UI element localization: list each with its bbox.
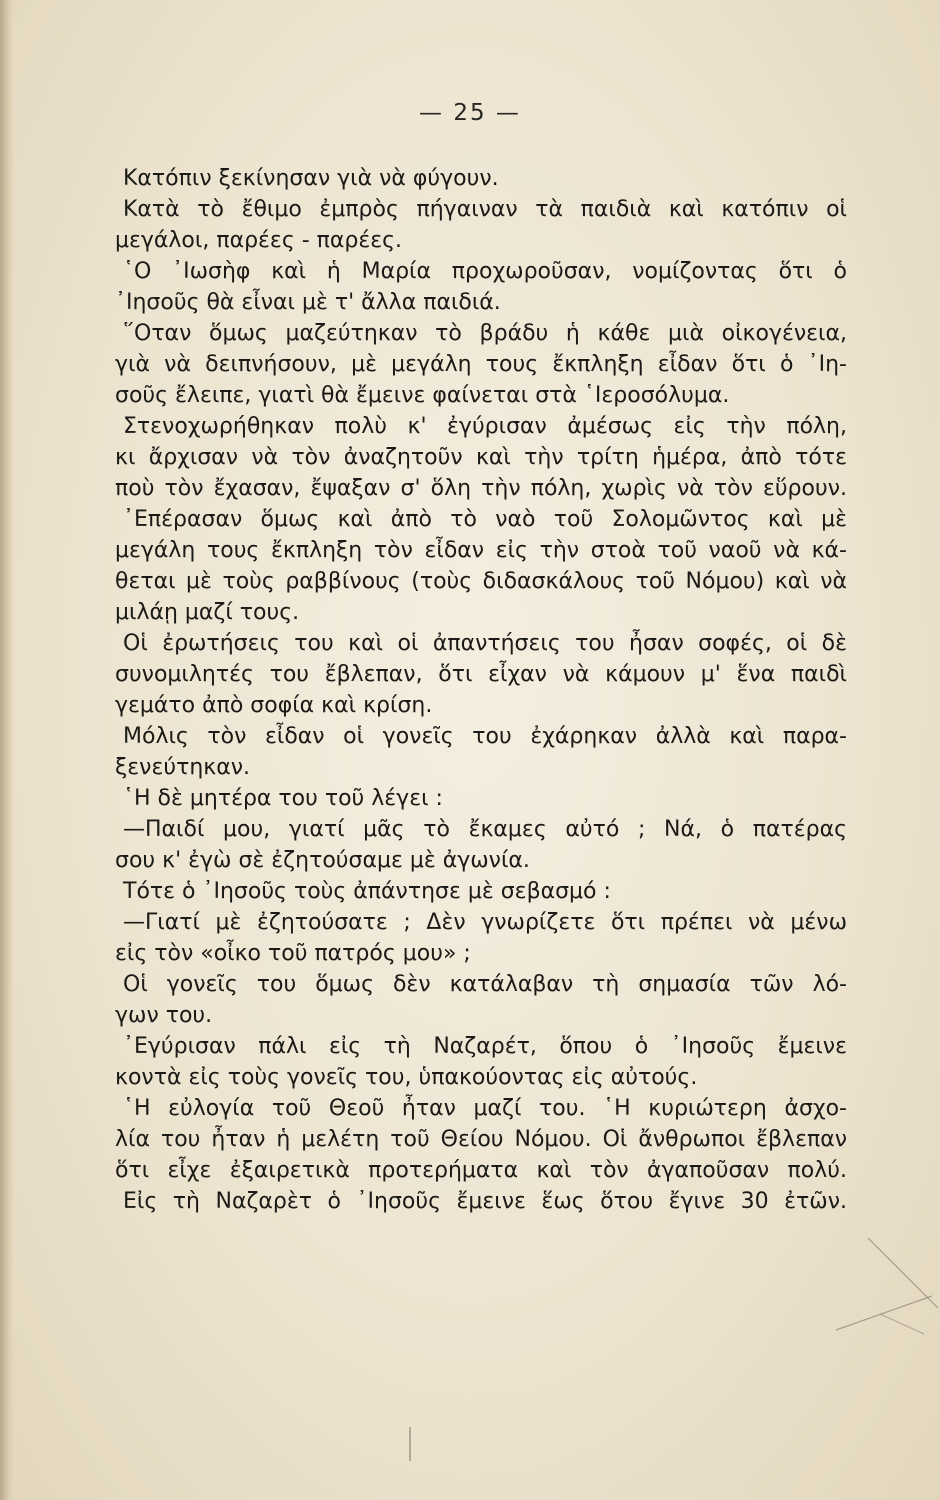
text-line: ξενεύτηκαν. [115,755,251,780]
text-line: ῞Οταν ὅμως μαζεύτηκαν τὸ βράδυ ἡ κάθε μιὰ οἰκογένεια, [123,321,847,346]
text-line: κοντὰ εἰς τοὺς γονεῖς του, ὑπακούοντας εἰς αὐτούς. [115,1065,698,1090]
text-line: Εἰς τὴ Ναζαρὲτ ὁ ᾿Ιησοῦς ἔμεινε ἕως ὅτου ἔγινε 30 ἐτῶν. [123,1189,847,1214]
text-line: ᾿Εγύρισαν πάλι εἰς τὴ Ναζαρέτ, ὅπου ὁ ᾿Ιησοῦς ἔμεινε [123,1034,847,1059]
text-line: —Γιατί μὲ ἐζητούσατε ; Δὲν γνωρίζετε ὅτι πρέπει νὰ μένω [123,910,847,935]
text-line: γεμάτο ἀπὸ σοφία καὶ κρίση. [115,693,433,718]
text-line: ῾Ο ᾿Ιωσὴφ καὶ ἡ Μαρία προχωροῦσαν, νομίζοντας ὅτι ὁ [123,259,847,284]
text-line: μεγάλοι, παρέες - παρέες. [115,228,403,253]
text-line: θεται μὲ τοὺς ραββίνους (τοὺς διδασκάλους τοῦ Νόμου) καὶ νὰ [115,569,847,594]
text-line: Οἱ ἐρωτήσεις του καὶ οἱ ἀπαντήσεις του ἦσαν σοφές, οἱ δὲ [123,631,847,656]
text-line: Κατόπιν ξεκίνησαν γιὰ νὰ φύγουν. [123,166,499,191]
pencil-tick [405,1425,415,1465]
text-line: συνομιλητές του ἔβλεπαν, ὅτι εἶχαν νὰ κάμουν μ' ἕνα παιδὶ [115,662,847,687]
text-line: Μόλις τὸν εἶδαν οἱ γονεῖς του ἐχάρηκαν ἀλλὰ καὶ παρα- [123,724,847,749]
body-text [115,163,847,1217]
text-line: μιλάῃ μαζί τους. [115,600,300,625]
text-line: εἰς τὸν «οἶκο τοῦ πατρός μου» ; [115,941,471,966]
text-line: Κατὰ τὸ ἔθιμο ἐμπρὸς πήγαιναν τὰ παιδιὰ καὶ κατόπιν οἱ [123,197,847,222]
text-line: Τότε ὁ ᾿Ιησοῦς τοὺς ἀπάντησε μὲ σεβασμό : [123,879,611,904]
pencil-mark [820,1230,940,1340]
text-line: κι ἄρχισαν νὰ τὸν ἀναζητοῦν καὶ τὴν τρίτη ἡμέρα, ἀπὸ τότε [115,445,847,470]
text-line: ῾Η εὐλογία τοῦ Θεοῦ ἦταν μαζί του. ῾Η κυριώτερη ἀσχο- [123,1096,847,1121]
text-line: ᾿Επέρασαν ὅμως καὶ ἀπὸ τὸ ναὸ τοῦ Σολομῶντος καὶ μὲ [123,507,847,532]
text-line: μεγάλη τους ἔκπληξη τὸν εἶδαν εἰς τὴν στοὰ τοῦ ναοῦ νὰ κά- [115,538,847,563]
text-line: ῾Η δὲ μητέρα του τοῦ λέγει : [123,786,443,811]
page-binding-edge [0,0,14,1500]
page-number: — 25 — [419,100,521,126]
text-line: —Παιδί μου, γιατί μᾶς τὸ ἔκαμες αὐτό ; Νά, ὁ πατέρας [123,817,847,842]
text-line: ὅτι εἶχε ἐξαιρετικὰ προτερήματα καὶ τὸν ἀγαποῦσαν πολύ. [115,1158,847,1183]
text-line: σοῦς ἔλειπε, γιατὶ θὰ ἔμεινε φαίνεται στὰ ῾Ιεροσόλυμα. [115,383,730,408]
text-line: σου κ' ἐγὼ σὲ ἐζητούσαμε μὲ ἀγωνία. [115,848,530,873]
text-line: Οἱ γονεῖς του ὅμως δὲν κατάλαβαν τὴ σημασία τῶν λό- [123,972,847,997]
text-line: ᾿Ιησοῦς θὰ εἶναι μὲ τ' ἄλλα παιδιά. [115,290,501,315]
text-line: ποὺ τὸν ἔχασαν, ἔψαξαν σ' ὅλη τὴν πόλη, χωρὶς νὰ τὸν εὕρουν. [115,476,847,501]
text-line: γων του. [115,1003,213,1028]
text-line: λία του ἦταν ἡ μελέτη τοῦ Θείου Νόμου. Οἱ ἄνθρωποι ἔβλεπαν [115,1127,847,1152]
text-line: Στενοχωρήθηκαν πολὺ κ' ἐγύρισαν ἀμέσως εἰς τὴν πόλη, [123,414,847,439]
text-line: γιὰ νὰ δειπνήσουν, μὲ μεγάλη τους ἔκπληξη εἶδαν ὅτι ὁ ᾿Ιη- [115,352,847,377]
